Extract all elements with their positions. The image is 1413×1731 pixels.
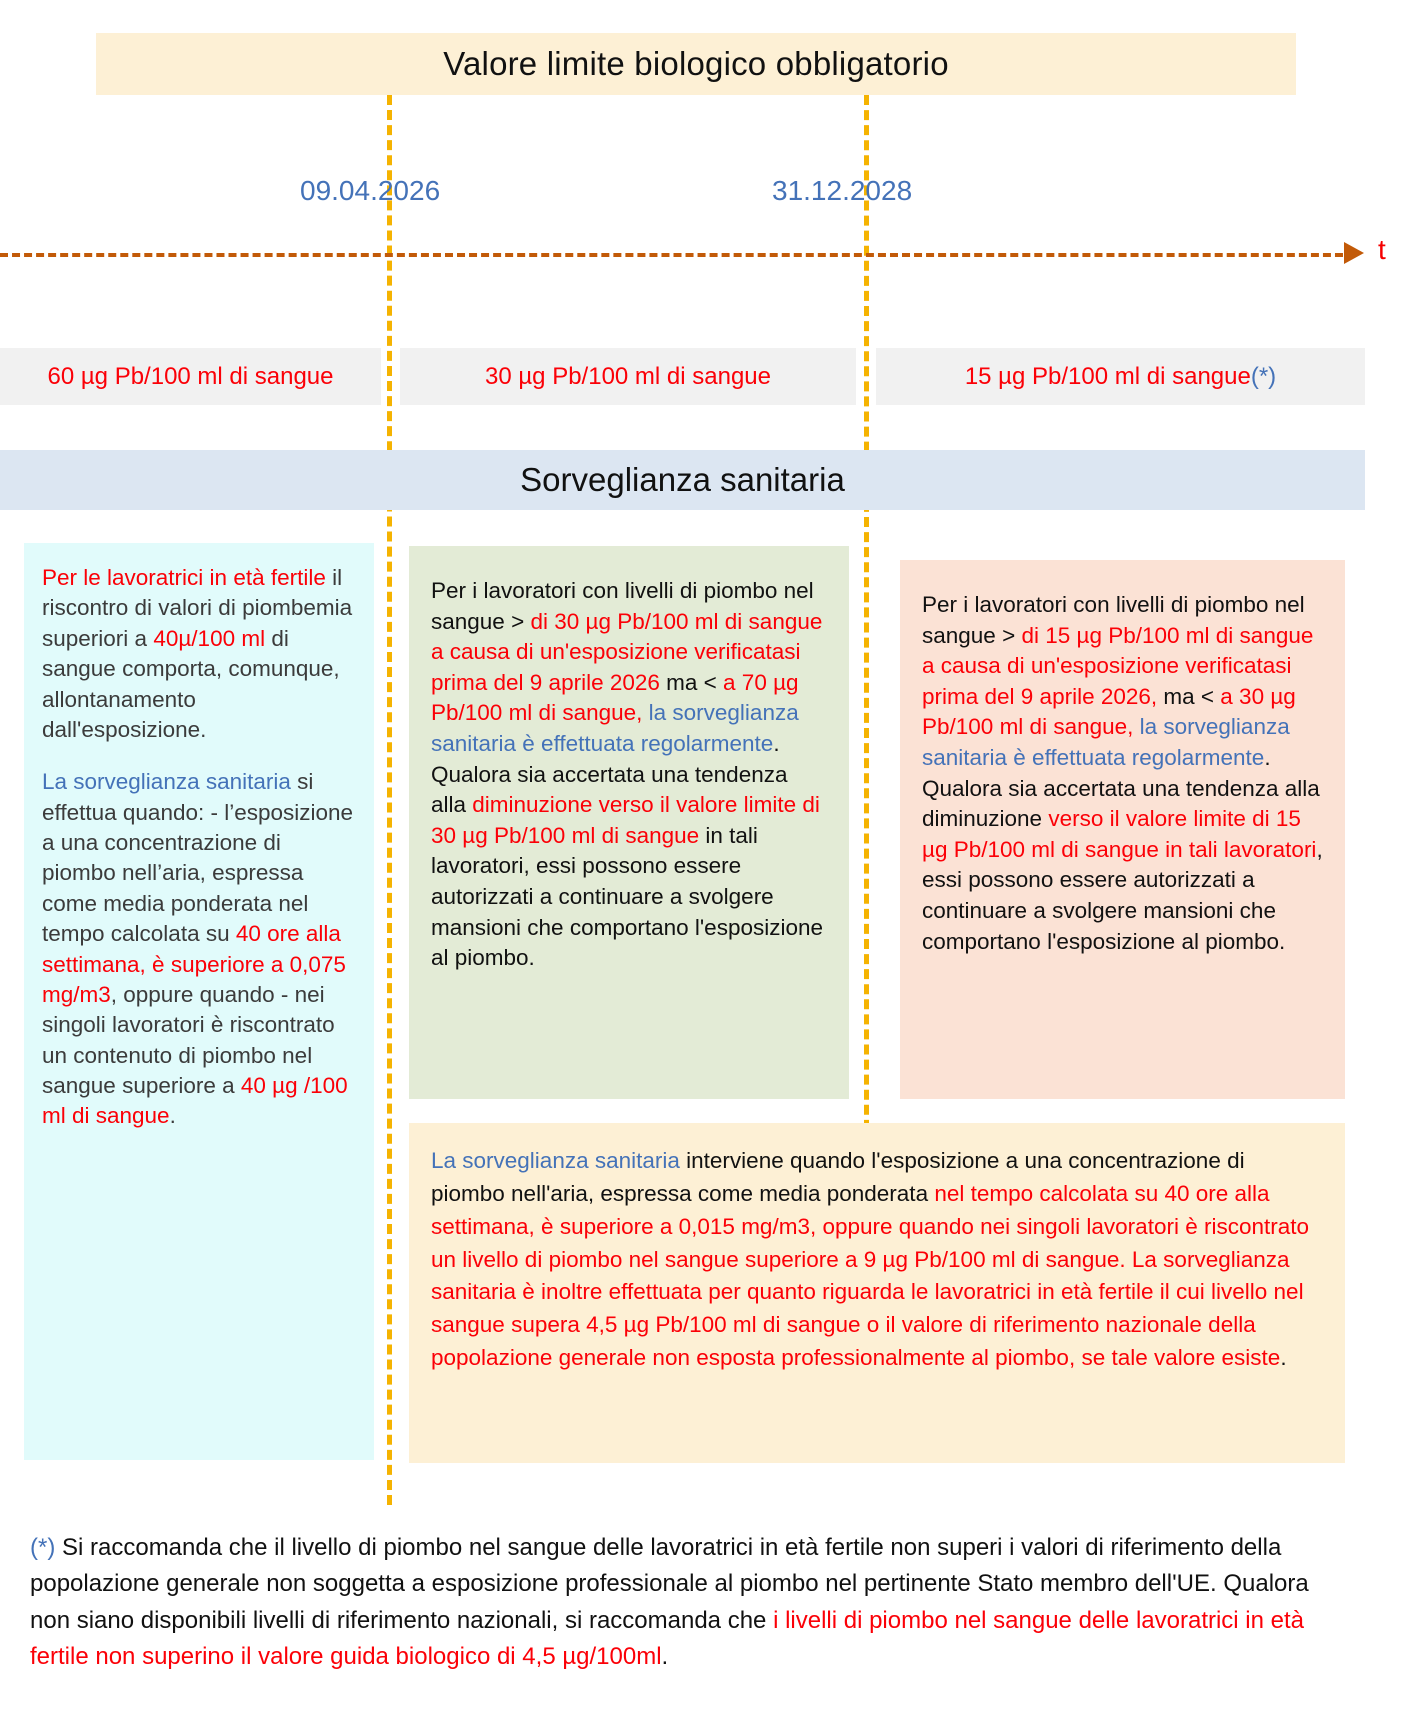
limit-value-box-1 [0, 348, 381, 405]
green-text-1: Per i lavoratori con livelli di piombo nel sangue > [431, 578, 814, 634]
pink-text-6: . Qualora sia accertata una tendenza alla diminuzione [922, 744, 1320, 832]
green-text-4: a 70 µg Pb/100 ml di sangue, [431, 669, 799, 726]
yellow-text-4: . [1280, 1345, 1287, 1371]
limit-value-text-3: 15 µg Pb/100 ml di sangue [964, 362, 1251, 390]
cyan-text-9: , oppure quando - nei singoli lavoratori è riscontrato un contenuto di piombo nel sangue superiore a [42, 981, 335, 1098]
green-text-5: la sorveglianza sanitaria è effettuata regolarmente [431, 700, 799, 756]
panel-period-3 [900, 560, 1345, 1099]
footnote [30, 1530, 1320, 1676]
title-banner [96, 33, 1296, 95]
footnote-marker: (*) [1250, 362, 1277, 390]
cyan-text-10: 40 µg /100 ml di sangue [42, 1073, 348, 1129]
paragraph-spacer [42, 745, 356, 767]
timeline-date-2: 31.12.2028 [772, 175, 913, 206]
green-text-6: . Qualora sia accertata una tendenza alla [431, 730, 788, 818]
pink-text-1: Per i lavoratori con livelli di piombo nel sangue > [922, 592, 1305, 648]
green-text-8: in tali lavoratori, essi possono essere autorizzati a continuare a svolgere mansioni che comportano l'esposizione al piombo. [431, 822, 824, 971]
pink-text-4: a 30 µg Pb/100 ml di sangue, [922, 683, 1296, 740]
cyan-text-3: 40µ/100 ml [153, 625, 266, 651]
footnote-text-3: . [661, 1643, 669, 1671]
surveillance-banner-title: Sorveglianza sanitaria [520, 461, 845, 498]
footnote-mark: (*) [30, 1534, 56, 1561]
page-title: Valore limite biologico obbligatorio [443, 45, 949, 82]
pink-text-8: , essi possono essere autorizzati a continuare a svolgere mansioni che comportano l'esposizione al piombo. [922, 836, 1323, 954]
arrow-right-icon [1344, 242, 1364, 264]
pink-text-3: ma < [1157, 683, 1221, 709]
cyan-text-5: La sorveglianza sanitaria [42, 769, 291, 795]
panel-surveillance-general [409, 1123, 1345, 1463]
limit-value-text-2: 30 µg Pb/100 ml di sangue [484, 362, 772, 390]
footnote-text-1: Si raccomanda che il livello di piombo nel sangue delle lavoratrici in età fertile non superi i valori di riferimento della popolazione generale non soggetta a esposizione professionale al piombo nel pertinente Stato membro dell'UE. Qualora non siano disponibili livelli di riferimento nazionali, si raccomanda che [30, 1534, 1309, 1634]
time-axis-label: t [1378, 234, 1386, 265]
pink-text-2: di 15 µg Pb/100 ml di sangue a causa di un'esposizione verificatasi prima del 9 aprile 2026, [922, 622, 1314, 709]
surveillance-banner [0, 450, 1365, 510]
green-text-3: ma < [659, 669, 724, 695]
panel-period-1 [24, 543, 374, 1460]
panel-period-2 [409, 546, 849, 1099]
cyan-text-4: di sangue comporta, comunque, allontanamento dall'esposizione. [42, 625, 340, 742]
cyan-text-1: Per le lavoratrici in età fertile [42, 565, 326, 590]
limit-value-box-3 [876, 348, 1365, 405]
pink-text-7: verso il valore limite di 15 µg Pb/100 ml di sangue in tali lavoratori [922, 806, 1317, 862]
yellow-text-3: nel tempo calcolata su 40 ore alla settimana, è superiore a 0,015 mg/m3, oppure quando nei singoli lavoratori è riscontrato un livello di piombo nel sangue superiore a 9 µg Pb/100 ml di sangue. La sorveglianza sanitaria è inoltre effettuata per quanto riguarda le lavoratrici in età fertile il cui livello nel sangue supera 4,5 µg Pb/100 ml di sangue o il valore di riferimento nazionale della popolazione generale non esposta professionalmente al piombo, se tale valore esiste [431, 1180, 1310, 1371]
time-axis-line [0, 253, 1355, 257]
pink-text-5: la sorveglianza sanitaria è effettuata regolarmente [922, 714, 1290, 770]
limit-value-text-1: 60 µg Pb/100 ml di sangue [47, 362, 334, 390]
limit-value-box-2 [400, 348, 856, 405]
cyan-text-7: - l’esposizione a una concentrazione di piombo nell’aria, espressa come media ponderata nel tempo calcolata su [42, 799, 354, 947]
timeline-date-1: 09.04.2026 [300, 175, 441, 206]
cyan-text-2: il riscontro di valori di piombemia superiori a [42, 565, 353, 651]
footnote-text-2: i livelli di piombo nel sangue delle lavoratrici in età fertile non superino il valore guida biologico di 4,5 µg/100ml [30, 1606, 1305, 1671]
yellow-text-2: interviene quando l'esposizione a una concentrazione di piombo nell'aria, espressa come media ponderata [431, 1148, 1245, 1206]
cyan-text-11: . [169, 1103, 176, 1129]
green-text-7: diminuzione verso il valore limite di 30 µg Pb/100 ml di sangue [431, 792, 820, 848]
cyan-text-6: si effettua quando: [42, 769, 314, 825]
cyan-text-8: 40 ore alla settimana, è superiore a 0,075 mg/m3 [42, 921, 346, 1007]
timeline-marker-line-1 [387, 95, 392, 1505]
yellow-text-1: La sorveglianza sanitaria [431, 1148, 680, 1173]
green-text-2: di 30 µg Pb/100 ml di sangue a causa di un'esposizione verificatasi prima del 9 aprile 2026 [431, 608, 823, 695]
